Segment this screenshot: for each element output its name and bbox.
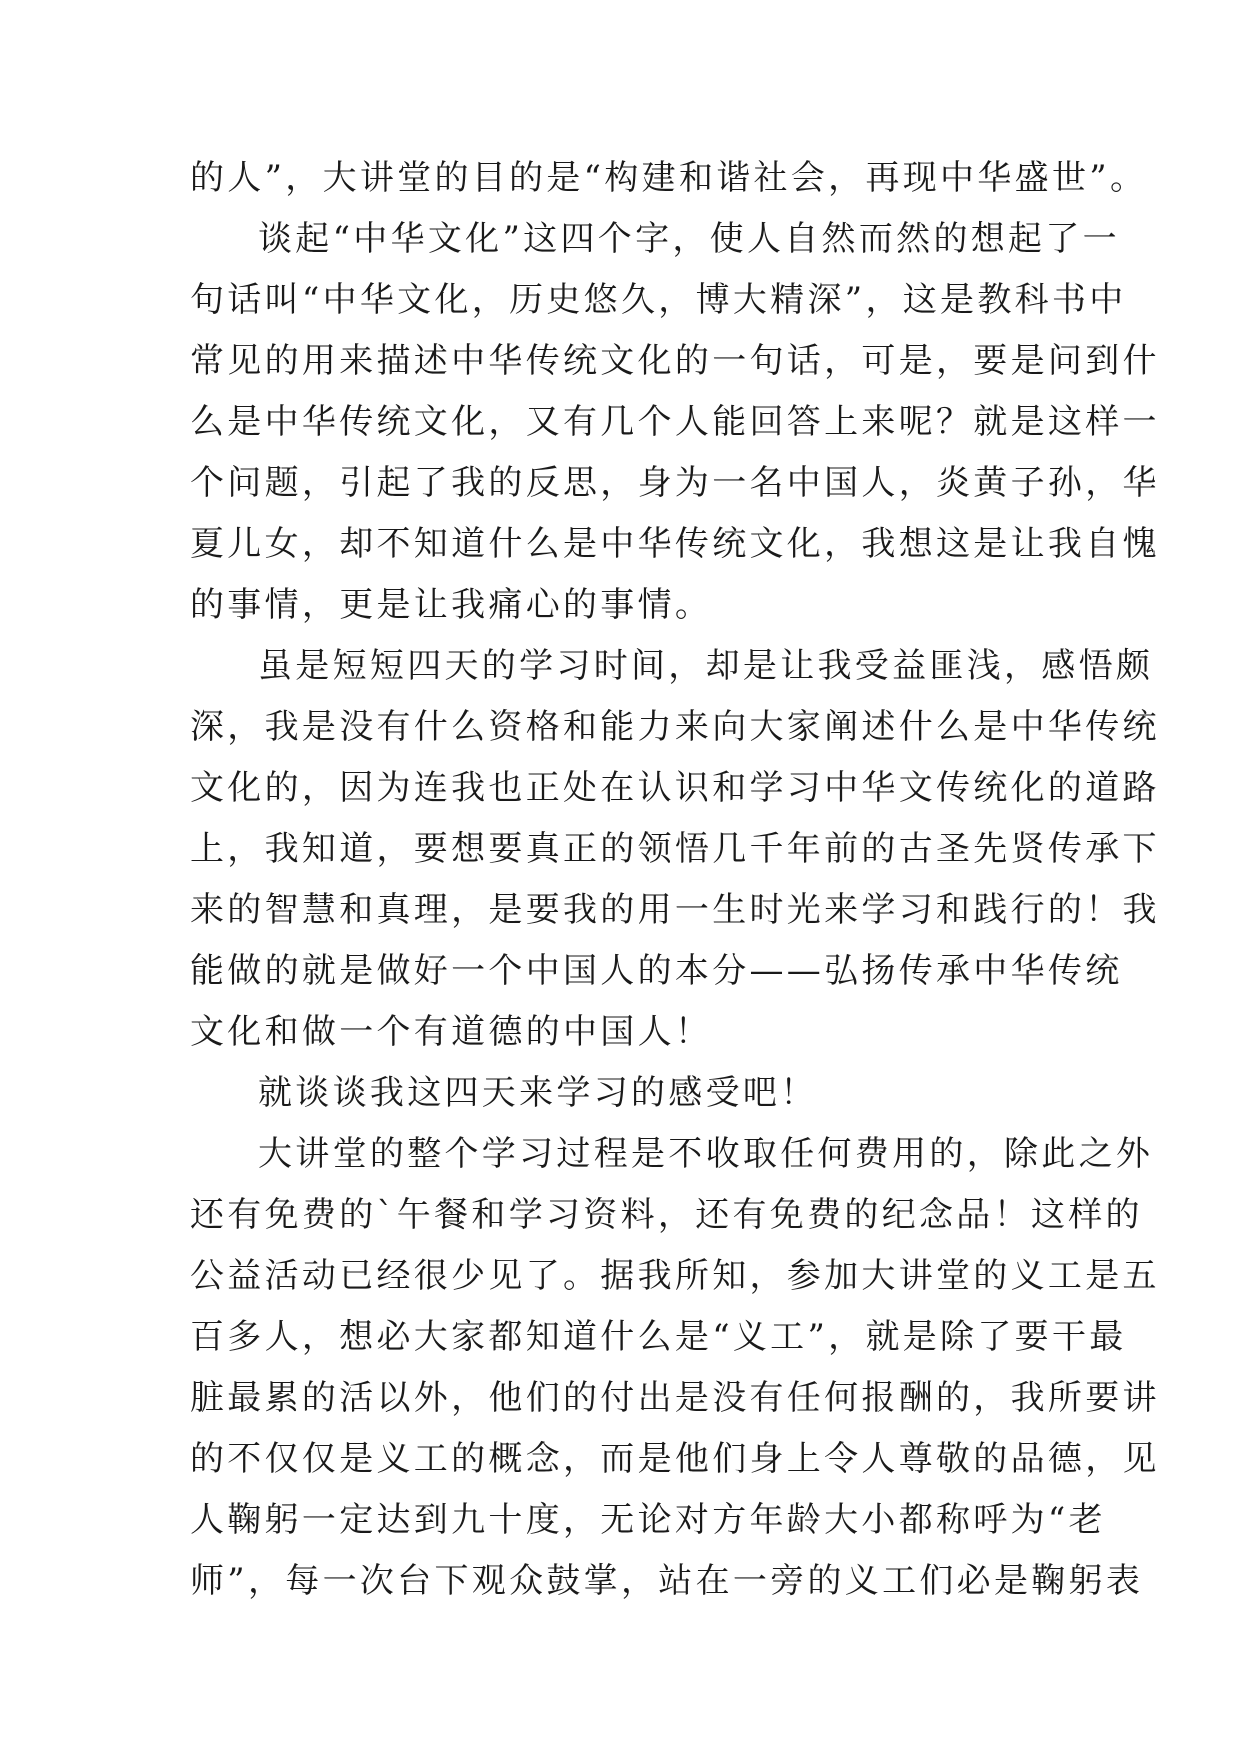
- text-line: 文化的，因为连我也正处在认识和学习中华文传统化的道路: [190, 768, 1160, 808]
- text-line: 人鞠躬一定达到九十度，无论对方年龄大小都称呼为“老: [190, 1500, 1106, 1540]
- text-line: 的不仅仅是义工的概念，而是他们身上令人尊敬的品德，见: [190, 1439, 1160, 1479]
- text-line: 的事情，更是让我痛心的事情。: [190, 585, 713, 625]
- text-line: 么是中华传统文化，又有几个人能回答上来呢？就是这样一: [190, 402, 1160, 442]
- text-line: 大讲堂的整个学习过程是不收取任何费用的，除此之外: [258, 1134, 1154, 1174]
- text-line: 夏儿女，却不知道什么是中华传统文化，我想这是让我自愧: [190, 524, 1160, 564]
- text-line: 能做的就是做好一个中国人的本分——弘扬传承中华传统: [190, 951, 1123, 991]
- text-line: 百多人，想必大家都知道什么是“义工”，就是除了要干最: [190, 1317, 1127, 1357]
- text-line: 来的智慧和真理，是要我的用一生时光来学习和践行的！我: [190, 890, 1160, 930]
- text-line: 上，我知道，要想要真正的领悟几千年前的古圣先贤传承下: [190, 829, 1160, 869]
- text-line: 虽是短短四天的学习时间，却是让我受益匪浅，感悟颇: [258, 646, 1154, 686]
- text-line: 的人”，大讲堂的目的是“构建和谐社会，再现中华盛世”。: [190, 158, 1148, 198]
- text-line: 就谈谈我这四天来学习的感受吧！: [258, 1073, 818, 1113]
- text-line: 常见的用来描述中华传统文化的一句话，可是，要是问到什: [190, 341, 1160, 381]
- text-line: 师”，每一次台下观众鼓掌，站在一旁的义工们必是鞠躬表: [190, 1561, 1144, 1601]
- text-line: 还有免费的`午餐和学习资料，还有免费的纪念品！这样的: [190, 1195, 1143, 1235]
- text-line: 深，我是没有什么资格和能力来向大家阐述什么是中华传统: [190, 707, 1160, 747]
- text-line: 脏最累的活以外，他们的付出是没有任何报酬的，我所要讲: [190, 1378, 1160, 1418]
- text-line: 个问题，引起了我的反思，身为一名中国人，炎黄子孙，华: [190, 463, 1160, 503]
- text-line: 公益活动已经很少见了。据我所知，参加大讲堂的义工是五: [190, 1256, 1160, 1296]
- text-line: 谈起“中华文化”这四个字，使人自然而然的想起了一: [258, 219, 1120, 259]
- text-line: 句话叫“中华文化，历史悠久，博大精深”，这是教科书中: [190, 280, 1127, 320]
- text-line: 文化和做一个有道德的中国人！: [190, 1012, 713, 1052]
- document-body: [190, 148, 1160, 1612]
